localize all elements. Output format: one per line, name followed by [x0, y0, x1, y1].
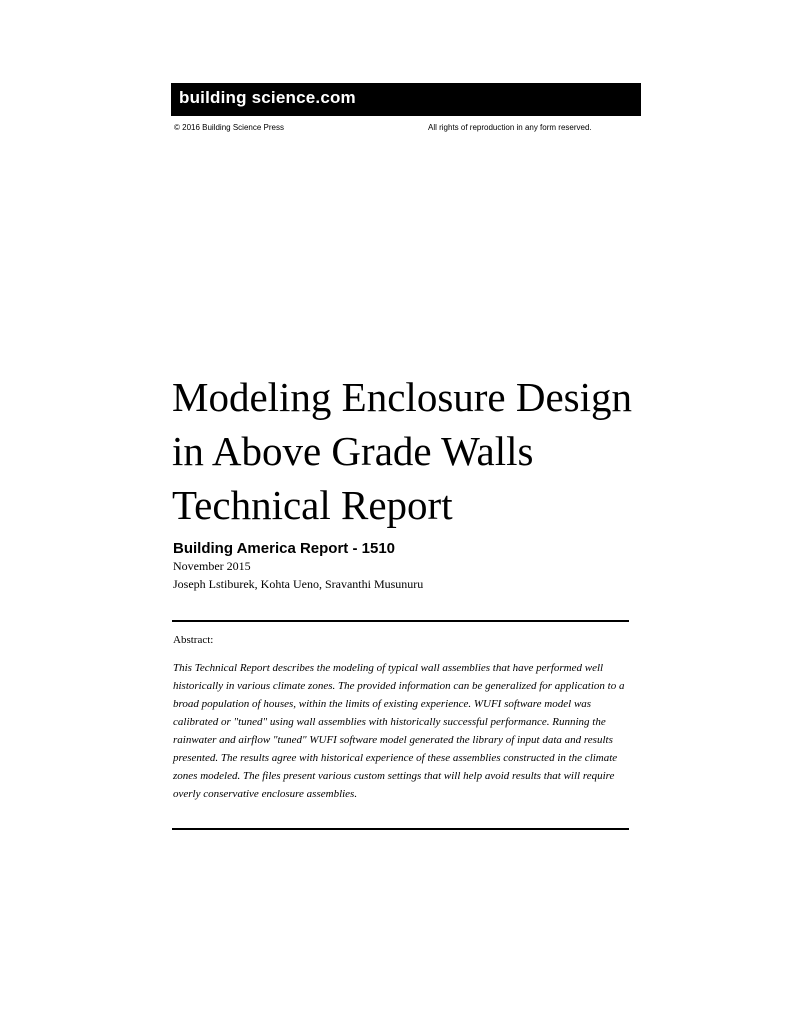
- report-date: November 2015: [173, 559, 251, 573]
- report-number: Building America Report - 1510: [173, 540, 395, 557]
- divider-bottom: [172, 828, 629, 830]
- rights-notice: All rights of reproduction in any form reserved.: [428, 123, 592, 132]
- title-line-1: Modeling Enclosure Design: [172, 374, 633, 420]
- divider-top: [172, 620, 629, 622]
- report-title: [172, 370, 692, 532]
- title-line-3: Technical Report: [172, 482, 453, 528]
- abstract-heading: Abstract:: [173, 634, 214, 646]
- copyright-notice: © 2016 Building Science Press: [174, 123, 284, 132]
- title-line-2: in Above Grade Walls: [172, 428, 534, 474]
- brand-banner: [171, 83, 641, 116]
- report-authors: Joseph Lstiburek, Kohta Ueno, Sravanthi Musunuru: [173, 577, 424, 591]
- brand-name: building science.com: [179, 88, 356, 107]
- abstract-body: This Technical Report describes the modeling of typical wall assemblies that have performed well historically in various climate zones. The provided information can be generalized for application to a broad population of houses, within the limits of existing experience. WUFI software model was calibrated or "tuned" using wall assemblies with historically successful performance. Running the rainwater and airflow "tuned" WUFI software model generated the library of input data and results presented. The results agree with historical experience of these assemblies constructed in the climate zones modeled. The files present various custom settings that will help avoid results that will require overly conservative enclosure assemblies.: [173, 662, 625, 800]
